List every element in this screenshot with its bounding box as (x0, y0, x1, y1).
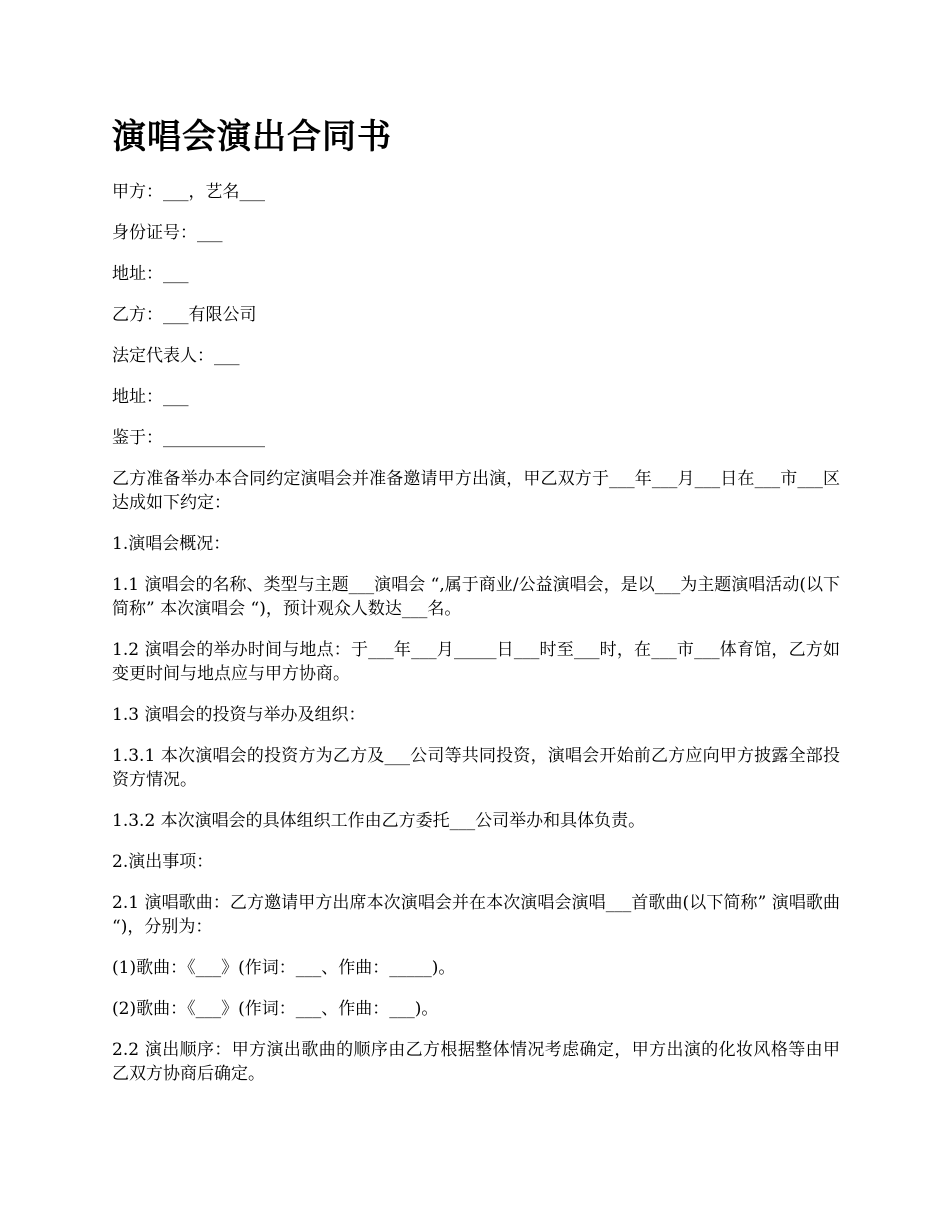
contract-paragraph: 地址：___ (112, 387, 189, 407)
document-body (112, 180, 840, 1086)
contract-paragraph: 地址：___ (112, 264, 189, 284)
document-page (112, 108, 840, 1103)
contract-paragraph: 乙方准备举办本合同约定演唱会并准备邀请甲方出演，甲乙双方于___年___月___日在___市___区达成如下约定： (112, 469, 840, 513)
contract-paragraph: (1)歌曲：《___》(作词：___、作曲：_____)。 (112, 958, 456, 978)
contract-paragraph: 1.1 演唱会的名称、类型与主题___演唱会 “,属于商业/公益演唱会，是以___为主题演唱活动(以下简称” 本次演唱会 “)，预计观众人数达___名。 (112, 575, 840, 619)
contract-paragraph: 1.演唱会概况： (112, 534, 231, 554)
contract-paragraph: 身份证号：___ (112, 223, 223, 243)
contract-paragraph: 乙方：___有限公司 (112, 305, 257, 325)
contract-paragraph: 1.3.2 本次演唱会的具体组织工作由乙方委托___公司举办和具体负责。 (112, 811, 646, 831)
contract-paragraph: 2.1 演唱歌曲：乙方邀请甲方出席本次演唱会并在本次演唱会演唱___首歌曲(以下简称” 演唱歌曲 “)，分别为： (112, 893, 840, 937)
contract-paragraph: 甲方：___，艺名___ (112, 182, 265, 202)
contract-paragraph: (2)歌曲：《___》(作词：___、作曲：___)。 (112, 999, 439, 1019)
contract-paragraph: 法定代表人：___ (112, 346, 240, 366)
contract-paragraph: 1.3 演唱会的投资与举办及组织： (112, 705, 366, 725)
contract-paragraph: 2.2 演出顺序：甲方演出歌曲的顺序由乙方根据整体情况考虑确定，甲方出演的化妆风格等由甲乙双方协商后确定。 (112, 1040, 840, 1084)
document-title: 演唱会演出合同书 (112, 117, 392, 157)
contract-paragraph: 1.3.1 本次演唱会的投资方为乙方及___公司等共同投资，演唱会开始前乙方应向甲方披露全部投资方情况。 (112, 746, 840, 790)
contract-paragraph: 2.演出事项： (112, 852, 214, 872)
contract-paragraph: 1.2 演唱会的举办时间与地点：于___年___月_____日___时至___时，在___市___体育馆，乙方如变更时间与地点应与甲方协商。 (112, 640, 840, 684)
contract-paragraph: 鉴于：____________ (112, 428, 265, 448)
